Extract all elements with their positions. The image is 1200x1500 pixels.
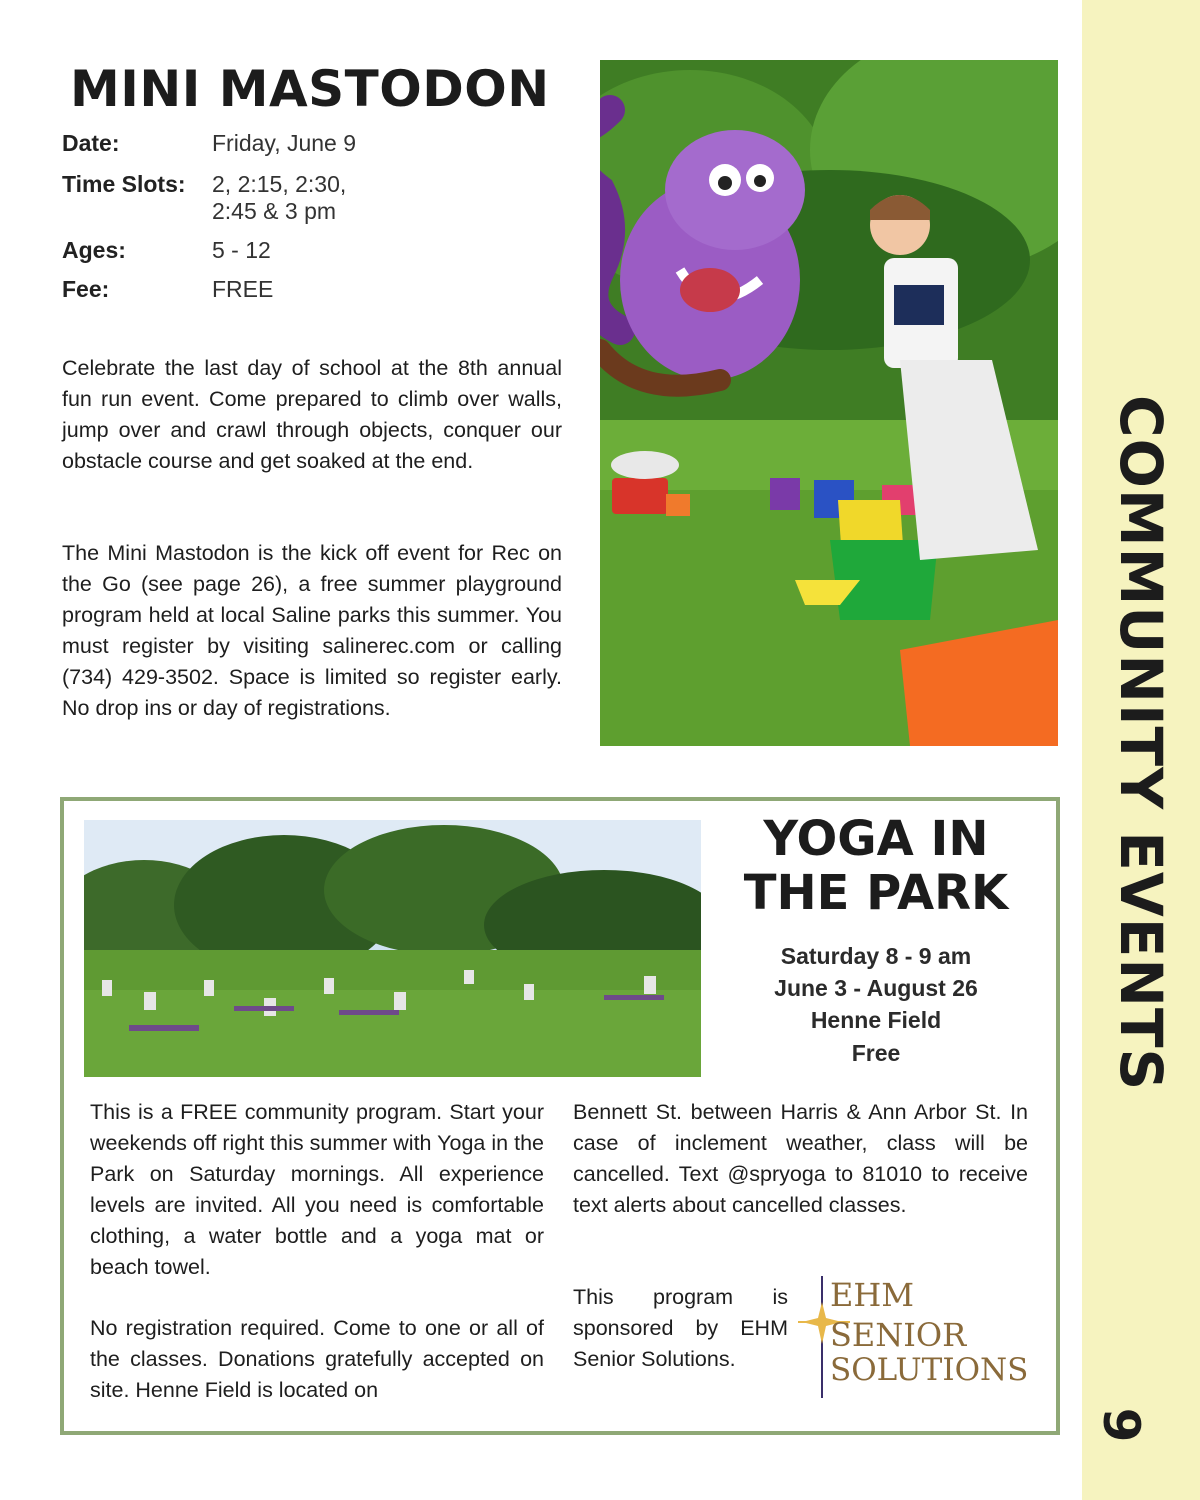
detail-label: Fee:: [62, 276, 110, 302]
detail-label: Time Slots:: [62, 171, 186, 197]
yoga-park-illustration: [84, 820, 701, 1077]
detail-value: 5 - 12: [212, 237, 271, 263]
obstacle-course-photo: [600, 60, 1058, 746]
yoga-schedule: Saturday 8 - 9 am: [780, 943, 972, 969]
mastodon-mascot-illustration: [600, 80, 830, 410]
yoga-location: Henne Field: [810, 1007, 942, 1033]
detail-label: Ages:: [62, 237, 126, 263]
detail-label: Date:: [62, 130, 120, 156]
logo-text-senior: SENIOR: [830, 1316, 967, 1354]
detail-value: FREE: [212, 276, 274, 302]
section-title-text: COMMUNITY EVENTS: [1107, 395, 1175, 1092]
yoga-title-line-1: YOGA IN: [763, 811, 989, 867]
yoga-dates: June 3 - August 26: [774, 975, 978, 1001]
yoga-park-photo: [84, 820, 701, 1077]
yoga-title-line-2: THE PARK: [743, 865, 1009, 921]
mini-mastodon-title: MINI MASTODON: [70, 60, 550, 118]
mm-paragraph-2: The Mini Mastodon is the kick off event for Rec on the Go (see page 26), a free summer playground program held at local Saline parks this summer. You must register by visiting salinerec.com or calling (734) 429-3502. Space is limited so register early. No drop ins or day of registrations.: [62, 541, 562, 720]
yoga-paragraph-2: No registration required. Come to one or all of the classes. Donations gratefully accepted on site. Henne Field is located on: [90, 1316, 544, 1402]
yoga-paragraph-1: This is a FREE community program. Start your weekends off right this summer with Yoga in the Park on Saturday mornings. All experience levels are invited. All you need is comfortable clothing, a water bottle and a yoga mat or beach towel.: [90, 1100, 544, 1279]
section-title: [1082, 395, 1200, 1095]
detail-value: 2, 2:15, 2:30,: [212, 171, 347, 197]
yoga-title: [722, 812, 1030, 920]
mm-paragraph-1: Celebrate the last day of school at the 8th annual fun run event. Come prepared to climb over walls, jump over and crawl through objects, conquer our obstacle course and get soaked at the end.: [62, 356, 562, 473]
yoga-fee: Free: [851, 1040, 901, 1066]
logo-text-solutions: SOLUTIONS: [830, 1352, 1029, 1388]
ehm-senior-solutions-logo: [790, 1272, 1040, 1402]
detail-value: 2:45 & 3 pm: [212, 198, 337, 224]
sponsor-text: This program is sponsored by EHM Senior Solutions.: [573, 1285, 788, 1371]
yoga-paragraph-3: Bennett St. between Harris & Ann Arbor St. In case of inclement weather, class will be cancelled. Text @spryoga to 81010 to receive text alerts about cancelled classes.: [573, 1100, 1028, 1217]
page-number: 9: [1092, 1407, 1150, 1443]
logo-text-ehm: EHM: [830, 1276, 915, 1314]
detail-value: Friday, June 9: [212, 130, 357, 156]
